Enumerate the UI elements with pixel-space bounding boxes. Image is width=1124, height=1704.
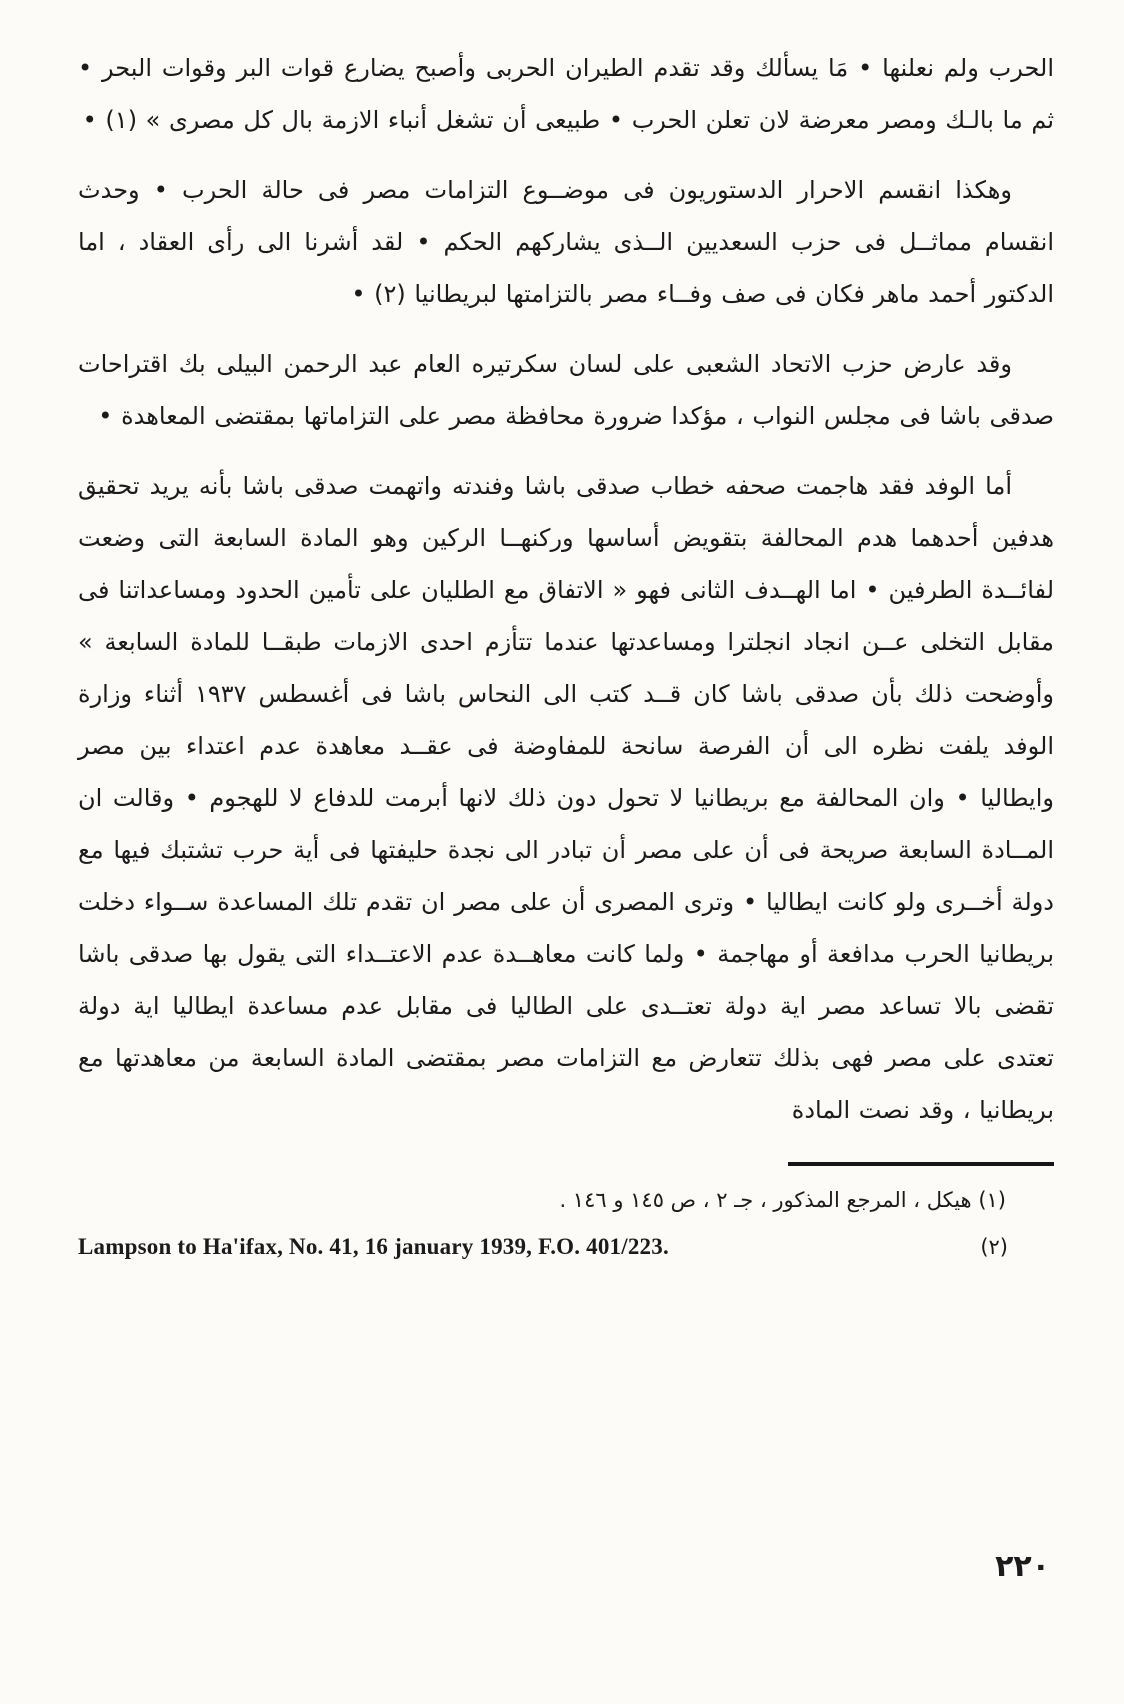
footnote-marker: (٢) bbox=[980, 1235, 1008, 1259]
footnote-1 bbox=[78, 1180, 1054, 1220]
footnote-2 bbox=[78, 1226, 1054, 1268]
footnote-text: هيكل ، المرجع المذكور ، جـ ٢ ، ص ١٤٥ و ١٤٦ . bbox=[559, 1188, 972, 1212]
footnote-area bbox=[0, 1154, 1124, 1268]
paragraph: وهكذا انقسم الاحرار الدستوريون فى موضــوع التزامات مصر فى حالة الحرب • وحدث انقسام مماثــل فى حزب السعديين الــذى يشاركهم الحكم • لقد أشرنا الى رأى العقاد ، اما الدكتور أحمد ماهر فكان فى صف وفــاء مصر بالتزامتها لبريطانيا (٢) • bbox=[78, 176, 1054, 308]
page-number: ٢٢٠ bbox=[995, 1549, 1050, 1584]
footnote-text: Lampson to Ha'ifax, No. 41, 16 january 1939, F.O. 401/223. bbox=[78, 1234, 669, 1259]
paragraph: وقد عارض حزب الاتحاد الشعبى على لسان سكرتيره العام عبد الرحمن البيلى بك اقتراحات صدقى باشا فى مجلس النواب ، مؤكدا ضرورة محافظة مصر على التزاماتها بمقتضى المعاهدة • bbox=[78, 350, 1054, 430]
footnote-separator-rule bbox=[788, 1162, 1054, 1166]
paragraph: أما الوفد فقد هاجمت صحفه خطاب صدقى باشا وفندته واتهمت صدقى باشا بأنه يريد تحقيق هدفين أحدهما هدم المحالفة بتقويض أساسها وركنهــا الركين وهو المادة السابعة التى وضعت لفائــدة الطرفين • اما الهــدف الثانى فهو « الاتفاق مع الطليان على تأمين الحدود ومساعداتنا فى مقابل التخلى عــن انجاد انجلترا ومساعدتها عندما تتأزم احدى الازمات طبقــا للمادة السابعة » وأوضحت ذلك بأن صدقى باشا كان قــد كتب الى النحاس باشا فى أغسطس ١٩٣٧ أثناء وزارة الوفد يلفت نظره الى أن الفرصة سانحة للمفاوضة فى عقــد معاهدة عدم اعتداء بين مصر وايطاليا • وان المحالفة مع بريطانيا لا تحول دون ذلك لانها أبرمت للدفاع لا للهجوم • وقالت ان المــادة السابعة صريحة فى أن على مصر أن تبادر الى نجدة حليفتها فى أية حرب تشتبك فيها مع دولة أخــرى ولو كانت ايطاليا • وترى المصرى أن على مصر ان تقدم تلك المساعدة ســواء دخلت بريطانيا الحرب مدافعة أو مهاجمة • ولما كانت معاهــدة عدم الاعتــداء التى يقول بها صدقى باشا تقضى بالا تساعد مصر اية دولة تعتــدى على الطاليا فى مقابل عدم مساعدة ايطاليا اية دولة تعتدى على مصر فهى بذلك تتعارض مع التزامات مصر بمقتضى المادة السابعة من معاهدتها مع بريطانيا ، وقد نصت المادة bbox=[78, 472, 1054, 1124]
footnote-marker: (١) bbox=[978, 1188, 1006, 1212]
paragraph-continuation: الحرب ولم نعلنها • مَا يسألك وقد تقدم الطيران الحربى وأصبح يضارع قوات البر وقوات البحر • ثم ما بالـك ومصر معرضة لان تعلن الحرب • طبيعى أن تشغل أنباء الازمة بال كل مصرى » (١) • bbox=[78, 54, 1054, 134]
